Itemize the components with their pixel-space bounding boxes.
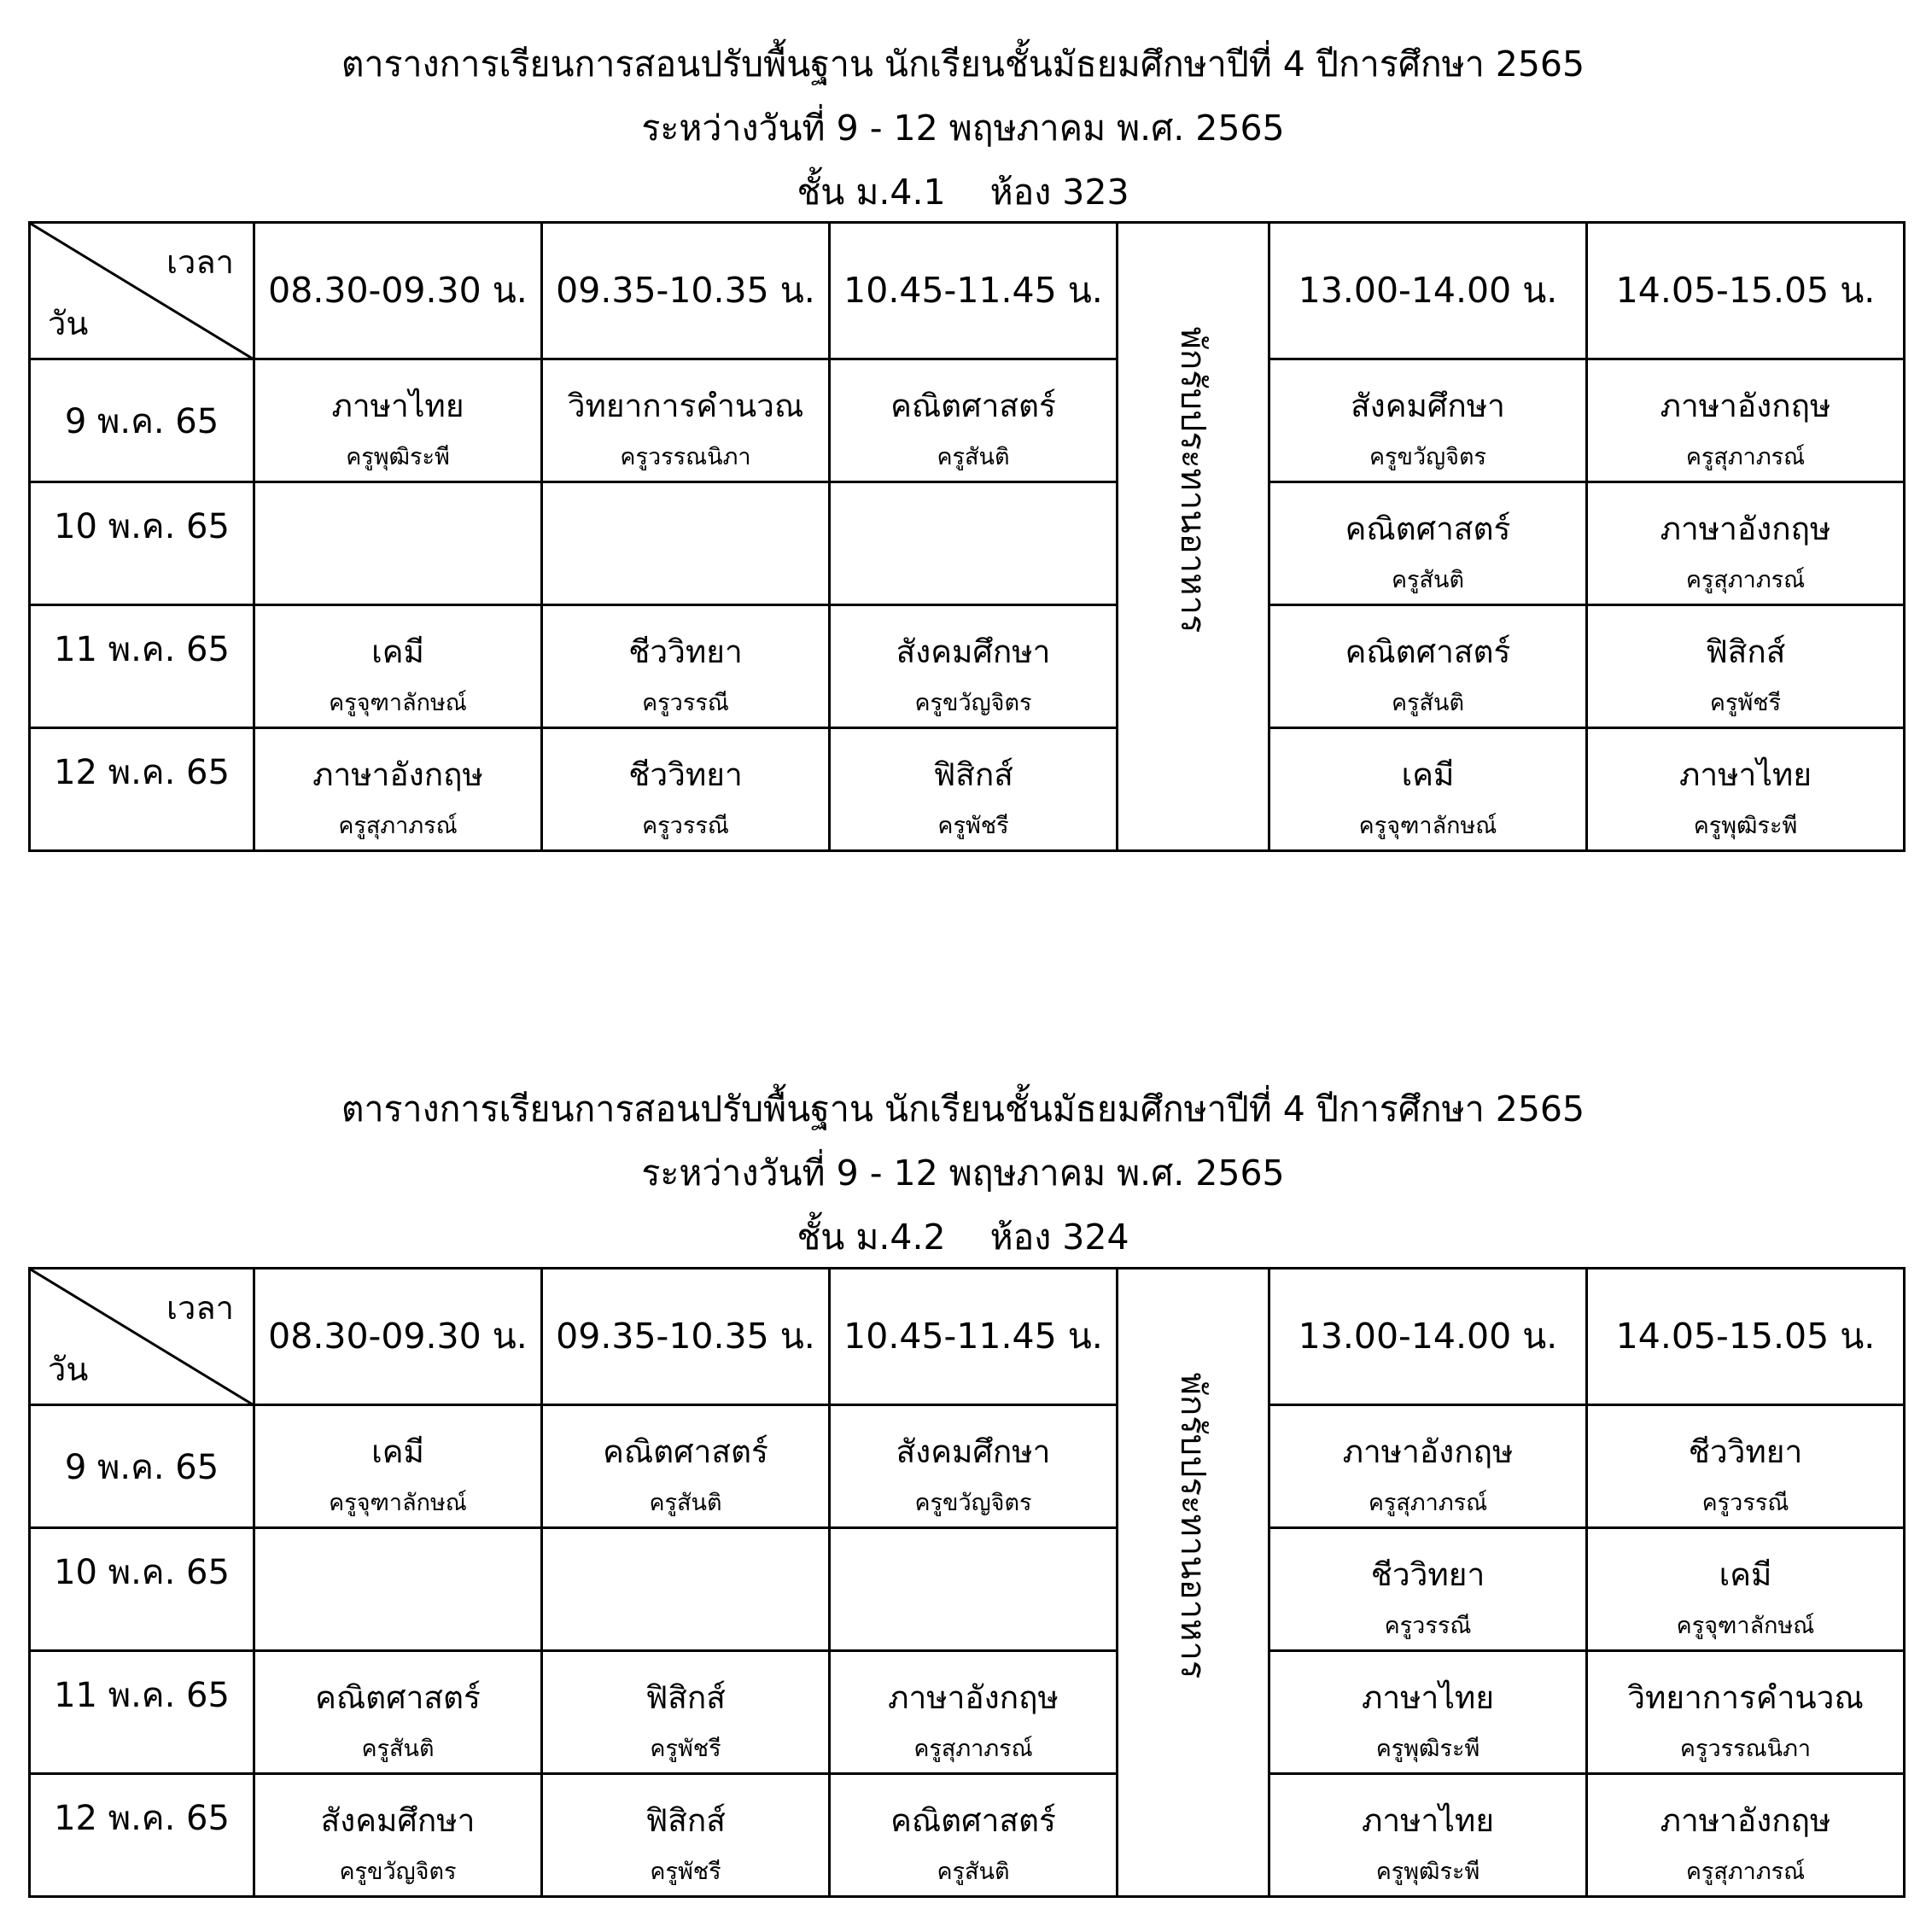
subject-name: ฟิสิกส์ <box>645 1679 726 1716</box>
subject-name: คณิตศาสตร์ <box>890 1802 1056 1839</box>
class-cell <box>1269 359 1587 482</box>
table-row <box>30 1405 1905 1528</box>
date-cell: 12 พ.ค. 65 <box>30 728 254 851</box>
class-cell <box>1587 605 1905 728</box>
teacher-name: ครูพัชรี <box>1709 690 1782 716</box>
header-row <box>30 223 1905 359</box>
teacher-name: ครูขวัญจิตร <box>1369 444 1487 470</box>
subject-name: ชีววิทยา <box>1370 1556 1485 1593</box>
lunch-break-cell <box>1118 1269 1269 1897</box>
lunch-break-label: พักรับประทานอาหาร <box>1172 1372 1212 1679</box>
class-room-line <box>0 1205 1926 1270</box>
class-cell <box>1587 359 1905 482</box>
class-cell <box>1587 1528 1905 1651</box>
corner-day-label: วัน <box>48 305 89 342</box>
teacher-name: ครูสุภาภรณ์ <box>1685 444 1806 470</box>
timetable-grid <box>28 221 1906 852</box>
table-row <box>30 482 1905 605</box>
class-cell <box>254 482 542 605</box>
corner-cell <box>30 223 254 359</box>
period-header: 10.45-11.45 น. <box>830 223 1118 359</box>
teacher-name: ครูขวัญจิตร <box>914 690 1032 716</box>
teacher-name: ครูวรรณนิภา <box>620 444 751 470</box>
corner-time-label: เวลา <box>166 1289 234 1327</box>
class-cell <box>1269 728 1587 851</box>
class-cell <box>542 728 830 851</box>
teacher-name: ครูวรรณี <box>1384 1613 1472 1639</box>
subject-name: เคมี <box>1401 756 1455 793</box>
subject-name: วิทยาการคำนวณ <box>1627 1679 1864 1716</box>
teacher-name: ครูพุฒิระพี <box>1375 1736 1480 1762</box>
subject-name: ภาษาอังกฤษ <box>1660 388 1831 424</box>
lunch-break-cell <box>1118 223 1269 851</box>
class-cell <box>254 1774 542 1897</box>
teacher-name: ครูสุภาภรณ์ <box>1368 1490 1488 1516</box>
period-header: 08.30-09.30 น. <box>254 223 542 359</box>
subject-name: ฟิสิกส์ <box>645 1802 726 1839</box>
class-cell <box>254 1405 542 1528</box>
table-row <box>30 605 1905 728</box>
teacher-name: ครูวรรณนิภา <box>1679 1736 1812 1762</box>
timetable-grid <box>28 1267 1906 1898</box>
subject-name: ภาษาไทย <box>1361 1802 1494 1839</box>
date-cell: 10 พ.ค. 65 <box>30 1528 254 1651</box>
class-cell <box>542 605 830 728</box>
class-room-line <box>0 161 1926 225</box>
table-row <box>30 359 1905 482</box>
period-header: 14.05-15.05 น. <box>1587 1269 1905 1405</box>
teacher-name: ครูพัชรี <box>650 1736 721 1762</box>
period-header: 10.45-11.45 น. <box>830 1269 1118 1405</box>
subject-name: คณิตศาสตร์ <box>315 1679 481 1716</box>
lunch-break-label: พักรับประทานอาหาร <box>1172 326 1212 633</box>
title-line-1: ตารางการเรียนการสอนปรับพื้นฐาน นักเรียนชั้นมัธยมศึกษาปีที่ 4 ปีการศึกษา 2565 <box>341 44 1585 85</box>
teacher-name: ครูพุฒิระพี <box>346 444 450 470</box>
class-cell <box>830 482 1118 605</box>
teacher-name: ครูวรรณี <box>642 690 729 716</box>
subject-name: ชีววิทยา <box>1688 1433 1803 1470</box>
teacher-name: ครูสุภาภรณ์ <box>1685 1859 1806 1885</box>
room-label: ห้อง 324 <box>989 1217 1129 1258</box>
class-cell <box>830 359 1118 482</box>
teacher-name: ครูจุฑาลักษณ์ <box>1676 1613 1815 1639</box>
class-cell <box>1269 1528 1587 1651</box>
date-cell: 9 พ.ค. 65 <box>30 1405 254 1528</box>
class-cell <box>830 1651 1118 1774</box>
subject-name: คณิตศาสตร์ <box>603 1433 768 1470</box>
timetable-heading <box>0 32 1926 225</box>
date-cell: 9 พ.ค. 65 <box>30 359 254 482</box>
subject-name: เคมี <box>371 633 424 670</box>
subject-name: ภาษาไทย <box>1678 756 1812 793</box>
teacher-name: ครูสุภาภรณ์ <box>1685 567 1806 593</box>
teacher-name: ครูจุฑาลักษณ์ <box>329 1490 467 1516</box>
date-cell: 11 พ.ค. 65 <box>30 1651 254 1774</box>
class-cell <box>254 1651 542 1774</box>
teacher-name: ครูสันติ <box>1391 567 1465 593</box>
class-cell <box>542 359 830 482</box>
class-cell <box>254 359 542 482</box>
class-label: ชั้น ม.4.2 <box>797 1217 946 1258</box>
class-cell <box>1587 1774 1905 1897</box>
subject-name: ภาษาอังกฤษ <box>1660 511 1831 547</box>
class-label: ชั้น ม.4.1 <box>797 172 946 213</box>
subject-name: วิทยาการคำนวณ <box>567 388 804 424</box>
table-row <box>30 1528 1905 1651</box>
teacher-name: ครูสันติ <box>1391 690 1465 716</box>
period-header: 13.00-14.00 น. <box>1269 1269 1587 1405</box>
subject-name: สังคมศึกษา <box>896 633 1051 670</box>
class-cell <box>254 728 542 851</box>
subject-name: ภาษาอังกฤษ <box>888 1679 1059 1716</box>
class-cell <box>830 1774 1118 1897</box>
teacher-name: ครูขวัญจิตร <box>339 1859 457 1885</box>
subject-name: คณิตศาสตร์ <box>890 388 1056 424</box>
class-cell <box>1269 1774 1587 1897</box>
class-cell <box>1587 728 1905 851</box>
class-cell <box>1587 1651 1905 1774</box>
teacher-name: ครูพุฒิระพี <box>1693 813 1798 839</box>
class-cell <box>830 728 1118 851</box>
class-cell <box>542 1405 830 1528</box>
period-header: 09.35-10.35 น. <box>542 223 830 359</box>
class-cell <box>542 1651 830 1774</box>
subject-name: ภาษาอังกฤษ <box>1342 1433 1514 1470</box>
subject-name: ชีววิทยา <box>628 756 743 793</box>
teacher-name: ครูขวัญจิตร <box>914 1490 1032 1516</box>
subject-name: ภาษาอังกฤษ <box>1660 1802 1831 1839</box>
subject-name: ฟิสิกส์ <box>933 756 1013 793</box>
teacher-name: ครูพุฒิระพี <box>1375 1859 1480 1885</box>
period-header: 08.30-09.30 น. <box>254 1269 542 1405</box>
title-line-2: ระหว่างวันที่ 9 - 12 พฤษภาคม พ.ศ. 2565 <box>641 108 1285 149</box>
class-cell <box>542 482 830 605</box>
subject-name: สังคมศึกษา <box>320 1802 476 1839</box>
teacher-name: ครูวรรณี <box>1701 1490 1789 1516</box>
table-row <box>30 1651 1905 1774</box>
teacher-name: ครูพัชรี <box>650 1859 721 1885</box>
title-line-2: ระหว่างวันที่ 9 - 12 พฤษภาคม พ.ศ. 2565 <box>641 1153 1285 1194</box>
date-cell: 10 พ.ค. 65 <box>30 482 254 605</box>
subject-name: คณิตศาสตร์ <box>1345 633 1511 670</box>
period-header: 09.35-10.35 น. <box>542 1269 830 1405</box>
teacher-name: ครูจุฑาลักษณ์ <box>329 690 467 716</box>
room-label: ห้อง 323 <box>989 172 1129 213</box>
class-cell <box>254 1528 542 1651</box>
class-cell <box>542 1528 830 1651</box>
subject-name: เคมี <box>371 1433 424 1470</box>
table-row <box>30 728 1905 851</box>
period-header: 14.05-15.05 น. <box>1587 223 1905 359</box>
subject-name: ภาษาอังกฤษ <box>312 756 483 793</box>
timetable-heading <box>0 1077 1926 1270</box>
teacher-name: ครูสุภาภรณ์ <box>913 1736 1033 1762</box>
teacher-name: ครูสันติ <box>361 1736 435 1762</box>
class-cell <box>1269 482 1587 605</box>
teacher-name: ครูวรรณี <box>642 813 729 839</box>
corner-time-label: เวลา <box>166 243 234 281</box>
date-cell: 11 พ.ค. 65 <box>30 605 254 728</box>
subject-name: ฟิสิกส์ <box>1705 633 1786 670</box>
corner-cell <box>30 1269 254 1405</box>
class-cell <box>1269 1651 1587 1774</box>
class-cell <box>1269 1405 1587 1528</box>
subject-name: คณิตศาสตร์ <box>1345 511 1511 547</box>
subject-name: สังคมศึกษา <box>1351 388 1505 424</box>
class-cell <box>830 1528 1118 1651</box>
class-cell <box>830 605 1118 728</box>
subject-name: ชีววิทยา <box>628 633 743 670</box>
class-cell <box>1587 1405 1905 1528</box>
class-cell <box>254 605 542 728</box>
subject-name: สังคมศึกษา <box>896 1433 1051 1470</box>
class-cell <box>830 1405 1118 1528</box>
teacher-name: ครูสันติ <box>937 1859 1010 1885</box>
title-line-1: ตารางการเรียนการสอนปรับพื้นฐาน นักเรียนชั้นมัธยมศึกษาปีที่ 4 ปีการศึกษา 2565 <box>341 1089 1585 1129</box>
subject-name: ภาษาไทย <box>1361 1679 1494 1716</box>
date-cell: 12 พ.ค. 65 <box>30 1774 254 1897</box>
teacher-name: ครูสันติ <box>937 444 1010 470</box>
period-header: 13.00-14.00 น. <box>1269 223 1587 359</box>
teacher-name: ครูพัชรี <box>937 813 1009 839</box>
teacher-name: ครูจุฑาลักษณ์ <box>1358 813 1497 839</box>
class-cell <box>1587 482 1905 605</box>
class-cell <box>1269 605 1587 728</box>
corner-day-label: วัน <box>48 1351 89 1388</box>
subject-name: เคมี <box>1719 1556 1772 1593</box>
teacher-name: ครูสันติ <box>649 1490 722 1516</box>
table-row <box>30 1774 1905 1897</box>
subject-name: ภาษาไทย <box>331 388 464 424</box>
teacher-name: ครูสุภาภรณ์ <box>338 813 458 839</box>
class-cell <box>542 1774 830 1897</box>
header-row <box>30 1269 1905 1405</box>
